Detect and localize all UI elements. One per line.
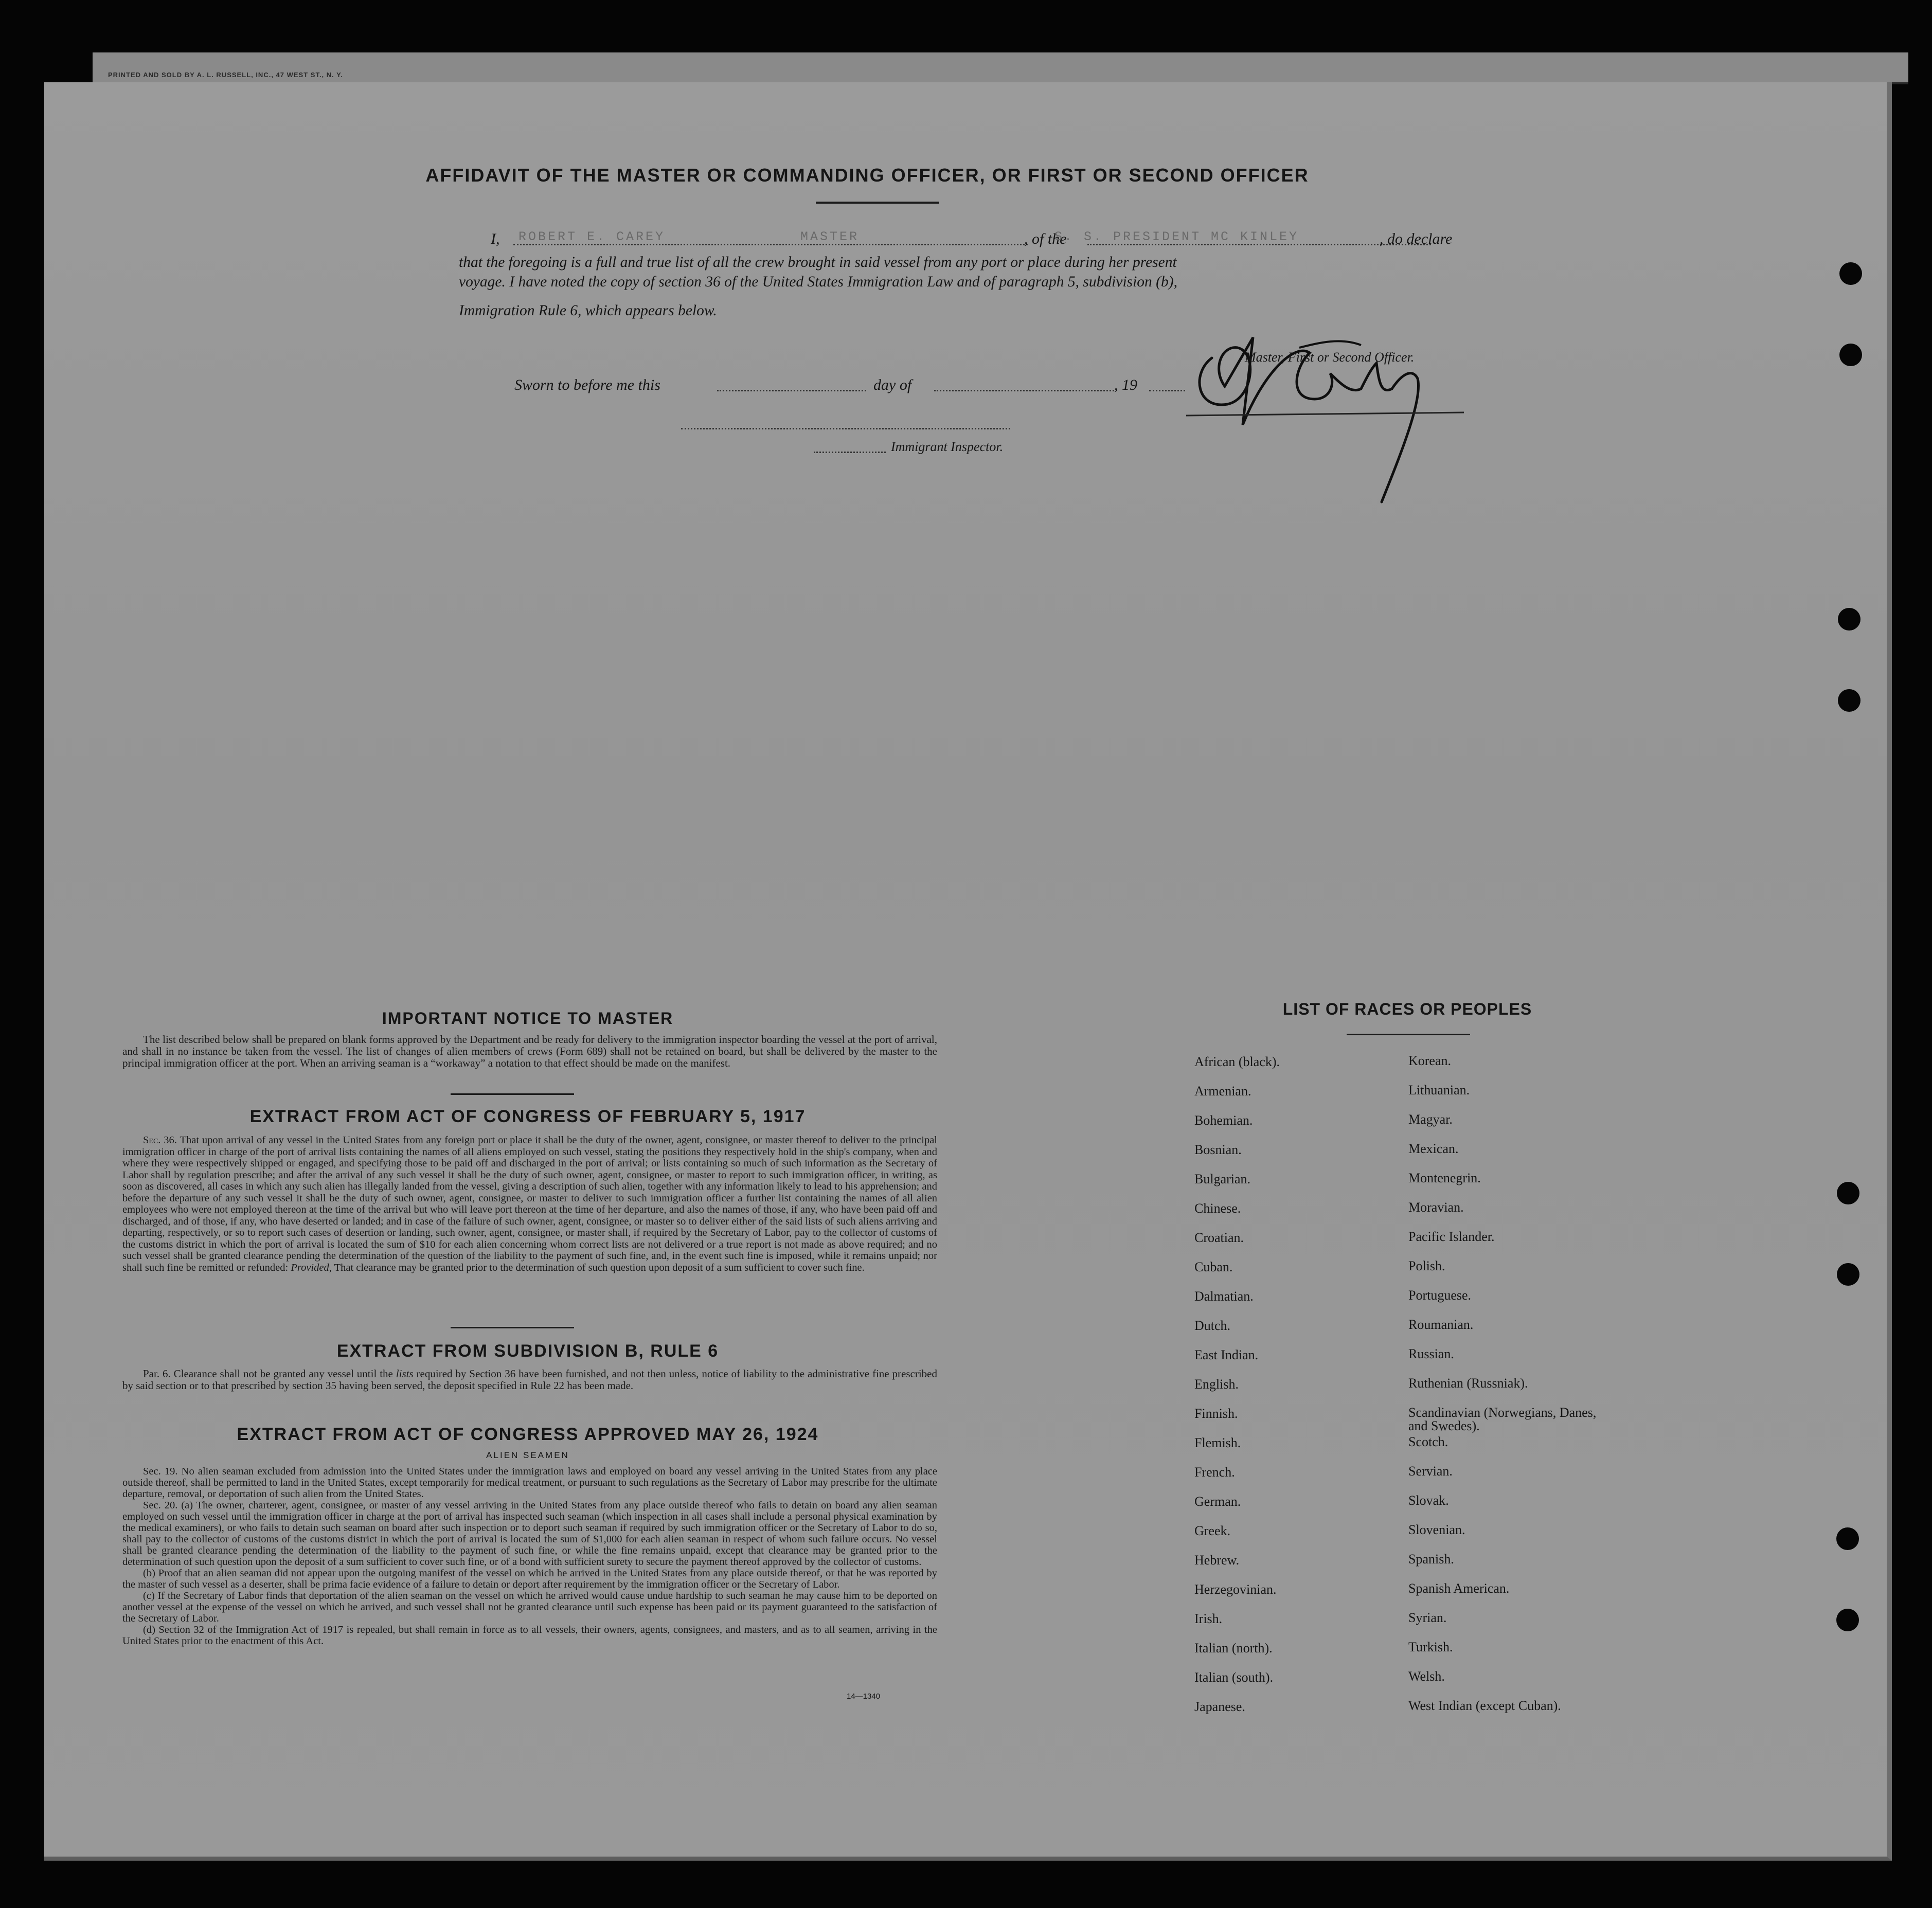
race-item: Scandinavian (Norwegians, Danes, and Swedes). <box>1408 1405 1597 1433</box>
race-item: Greek. <box>1194 1523 1231 1538</box>
top-margin-strip <box>93 52 1908 84</box>
race-item: Scotch. <box>1408 1434 1448 1449</box>
punch-hole <box>1838 608 1861 631</box>
signature-caption: Master, First or Second Officer. <box>1245 350 1415 365</box>
sworn-day-line <box>717 390 866 391</box>
master-name-typed: ROBERT E. CAREY <box>518 229 666 244</box>
punch-hole <box>1836 1527 1859 1550</box>
race-item: Dalmatian. <box>1194 1289 1254 1304</box>
notice-body: The list described below shall be prepared on blank forms approved by the Department and be ready for delivery to the immigration inspector boarding the vessel at the port of arrival, and shall in no instance be taken from the vessel. The list of changes of alien members of crews (Form 689) shall not be retained on board, but shall be delivered by the master to the principal immigration officer at the port. When an arriving seaman is a “workaway” a notation to that effect should be made on the manifest. <box>122 1033 937 1069</box>
punch-hole <box>1838 689 1861 712</box>
affidavit-i-label: I, <box>491 230 500 247</box>
master-signature <box>1176 296 1484 512</box>
sworn-month-line <box>934 390 1114 391</box>
rule6-text-end: required by Section 36 have been furnished, and not then unless, notice of liability to the administrative fine prescribed by said section or to that prescribed by section 35 having been served, the deposit specified in Rule 22 has been made. <box>122 1367 937 1392</box>
sec-20b-text: (b) Proof that an alien seaman did not appear upon the outgoing manifest of the vessel on which he arrived in the United States from any place outside thereof, or that he was reported by the master of such vessel as a deserter, shall be prima facie evidence of a failure to detain or deport after requirement by the immigration officer or the Secretary of Labor. <box>122 1568 937 1590</box>
vessel-name-typed: S. S. PRESIDENT MC KINLEY <box>1054 229 1299 244</box>
sec-36-label: Sec. 36. <box>143 1135 177 1146</box>
day-of-label: day of <box>873 376 912 393</box>
sworn-year-line <box>1149 390 1185 391</box>
extract-rule6-title: EXTRACT FROM SUBDIVISION B, RULE 6 <box>336 1341 719 1361</box>
master-rank-typed: MASTER <box>800 229 860 244</box>
race-item: English. <box>1194 1377 1239 1392</box>
year-prefix: , 19 <box>1114 376 1137 393</box>
extract-1917-title: EXTRACT FROM ACT OF CONGRESS OF FEBRUARY 5, 1917 <box>249 1107 806 1126</box>
race-item: Armenian. <box>1194 1084 1251 1099</box>
affidavit-title: AFFIDAVIT OF THE MASTER OR COMMANDING OFFICER, OR FIRST OR SECOND OFFICER <box>425 165 1309 186</box>
form-number: 14—1340 <box>847 1692 881 1701</box>
alien-seamen-subtitle: ALIEN SEAMEN <box>486 1450 569 1460</box>
extract-1917-rule <box>451 1327 574 1328</box>
race-item: Mexican. <box>1408 1141 1459 1156</box>
race-item: Italian (south). <box>1194 1670 1274 1685</box>
race-item: Slovak. <box>1408 1493 1449 1508</box>
punch-hole <box>1839 262 1862 285</box>
race-item: Russian. <box>1408 1346 1454 1361</box>
sec-36-text: That upon arrival of any vessel in the United States from any foreign port or place it shall be the duty of the owner, agent, consignee, or master thereof to deliver to the principal immigration officer in charge of the port of arrival lists containing the names of all aliens employed on such vessel, stating the positions they respectively hold in the ship's company, when and where they were respectively shipped or engaged, and specifying those to be paid off and discharged in the port of arrival; or lists containing so much of such information as the Secretary of Labor shall by regulation prescribe; and after the arrival of any such vessel it shall be the duty of such owner, agent, consignee, or master to report to such immigration officer, in writing, as soon as discovered, all cases in which any such alien has illegally landed from the vessel, giving a description of such alien, together with any information likely to lead to his apprehension; and before the departure of any such vessel it shall be the duty of such owner, agent, consignee, or master to deliver to such immigration officer a further list containing the names of all alien employees who were not employed thereon at the time of the arrival but who will leave port thereon at the time of her departure, and also the names of those, if any, who have been paid off and discharged, and of those, if any, who have deserted or landed; and in case of the failure of such owner, agent, consignee, or master so to deliver either of the said lists of such aliens arriving and departing, respectively, or so to report such cases of desertion or landing, such owner, agent, consignee, or master shall, if required by the Secretary of Labor, pay to the collector of customs of the customs district in which the port of arrival is located the sum of $10 for each alien concerning whom correct lists are not delivered or a true report is not made as above required; and no such vessel shall be granted clearance pending the determination of the question of the liability to the payment of such fine, and, in the event such fine is imposed, while it remains unpaid; nor shall such fine be remitted or refunded: <box>122 1135 937 1273</box>
race-item: Turkish. <box>1408 1640 1453 1654</box>
race-item: East Indian. <box>1194 1347 1259 1362</box>
punch-hole <box>1837 1182 1859 1204</box>
race-item: Moravian. <box>1408 1200 1464 1215</box>
race-item: Welsh. <box>1408 1669 1445 1684</box>
race-item: Bulgarian. <box>1194 1172 1251 1186</box>
race-item: Hebrew. <box>1194 1553 1240 1568</box>
notice-rule <box>451 1093 574 1095</box>
sec-19-text: Sec. 19. No alien seaman excluded from admission into the United States under the immigration laws and employed on board any vessel arriving in the United States from any place outside thereof, shall be permitted to land in the United States, except temporarily for medical treatment, or pursuant to such regulations as the Secretary of Labor may prescribe for the ultimate departure, removal, or deportation of such alien from the United States. <box>122 1466 937 1500</box>
race-item: Roumanian. <box>1408 1317 1474 1332</box>
race-item: Pacific Islander. <box>1408 1229 1495 1244</box>
rule6-text-start: Par. 6. Clearance shall not be granted any vessel until the <box>143 1367 393 1380</box>
punch-hole <box>1839 344 1862 366</box>
lists-word: lists <box>396 1367 414 1380</box>
race-item: Finnish. <box>1194 1406 1238 1421</box>
sec-36-text-end: That clearance may be granted prior to the determination of such question upon deposit of a sum sufficient to cover such fine. <box>334 1262 865 1273</box>
race-item: German. <box>1194 1494 1241 1509</box>
race-item: Portuguese. <box>1408 1288 1472 1303</box>
race-item: Herzegovinian. <box>1194 1582 1277 1597</box>
race-item: Syrian. <box>1408 1610 1447 1625</box>
sworn-label: Sworn to before me this <box>514 376 660 393</box>
extract-1917-body <box>122 1135 937 1273</box>
sec-20d-text: (d) Section 32 of the Immigration Act of 1917 is repealed, but shall remain in force as to all vessels, their owners, agents, consignees, and masters, and as to all seamen, arriving in the United States prior to the enactment of this Act. <box>122 1624 937 1647</box>
affidavit-line-2: that the foregoing is a full and true list of all the crew brought in said vessel from any port or place during her present <box>459 254 1177 271</box>
race-item: Croatian. <box>1194 1230 1244 1245</box>
race-item: Servian. <box>1408 1464 1453 1479</box>
race-item: Chinese. <box>1194 1201 1241 1216</box>
race-item: Polish. <box>1408 1258 1445 1273</box>
inspector-caption-leader <box>814 452 886 453</box>
inspector-caption: Immigrant Inspector. <box>891 439 1004 454</box>
race-item: Irish. <box>1194 1611 1223 1626</box>
race-item: Bohemian. <box>1194 1113 1253 1128</box>
race-item: Japanese. <box>1194 1699 1245 1714</box>
race-item: African (black). <box>1194 1054 1280 1069</box>
race-item: Dutch. <box>1194 1318 1231 1333</box>
race-item: Italian (north). <box>1194 1641 1273 1655</box>
race-item: Lithuanian. <box>1408 1083 1470 1097</box>
extract-rule6-body <box>122 1368 937 1392</box>
sec-20a-text: Sec. 20. (a) The owner, charterer, agent, consignee, or master of any vessel arriving in the United States from any place outside thereof who fails to detain on board any alien seaman employed on such vessel until the immigration officer in charge at the port of arrival has inspected such seaman (which inspection in all cases shall include a personal physical examination by the medical examiners), or who fails to detain such seaman on board after such inspection or to deport such seaman if required by such immigration officer or the Secretary of Labor to do so, shall pay to the collector of customs of the customs district in which the port of arrival is located the sum of $1,000 for each alien seaman in respect of whom such failure occurs. No vessel shall be granted clearance pending the determination of the liability to the payment of such fine, or while the fine remains unpaid, except that clearance may be granted prior to the determination of such question upon the deposit of a sum sufficient to cover such fine, or of a bond with sufficient surety to secure the payment thereof approved by the collector of customs. <box>122 1500 937 1568</box>
punch-hole <box>1836 1609 1859 1631</box>
notice-title: IMPORTANT NOTICE TO MASTER <box>382 1009 674 1028</box>
title-rule <box>816 202 939 204</box>
race-item: West Indian (except Cuban). <box>1408 1698 1561 1713</box>
race-item: Bosnian. <box>1194 1142 1242 1157</box>
race-item: Ruthenian (Russniak). <box>1408 1376 1528 1391</box>
do-declare-label: , do declare <box>1380 230 1453 247</box>
extract-1924-title: EXTRACT FROM ACT OF CONGRESS APPROVED MAY 26, 1924 <box>237 1425 819 1444</box>
race-item: Flemish. <box>1194 1435 1241 1450</box>
document-page <box>44 82 1892 1861</box>
printer-line: PRINTED AND SOLD BY A. L. RUSSELL, INC., 47 WEST ST., N. Y. <box>108 71 343 79</box>
inspector-signature-line <box>681 428 1010 429</box>
race-item: Cuban. <box>1194 1259 1233 1274</box>
race-item: Montenegrin. <box>1408 1171 1481 1185</box>
affidavit-line-4: Immigration Rule 6, which appears below. <box>459 302 717 319</box>
punch-hole <box>1837 1263 1859 1286</box>
race-item: Korean. <box>1408 1053 1452 1068</box>
race-item: Slovenian. <box>1408 1522 1465 1537</box>
race-item: Magyar. <box>1408 1112 1453 1127</box>
race-item: Spanish American. <box>1408 1581 1510 1596</box>
of-the-label: , of the <box>1024 230 1067 247</box>
affidavit-line-3: voyage. I have noted the copy of section 36 of the United States Immigration Law and of paragraph 5, subdivision (b), <box>459 274 1177 290</box>
races-title: LIST OF RACES OR PEOPLES <box>1282 1000 1532 1018</box>
extract-1924-body <box>122 1466 937 1647</box>
sec-20c-text: (c) If the Secretary of Labor finds that deportation of the alien seaman on the vessel on which he arrived would cause undue hardship to such seaman he may cause him to be deported on another vessel at the expense of the vessel on which he arrived, and such vessel shall not be granted clearance until such expense has been paid or its payment guaranteed to the satisfaction of the Secretary of Labor. <box>122 1590 937 1624</box>
provided-label: Provided, <box>291 1262 332 1273</box>
race-item: Spanish. <box>1408 1552 1454 1567</box>
races-rule <box>1347 1034 1470 1035</box>
race-item: French. <box>1194 1465 1235 1480</box>
